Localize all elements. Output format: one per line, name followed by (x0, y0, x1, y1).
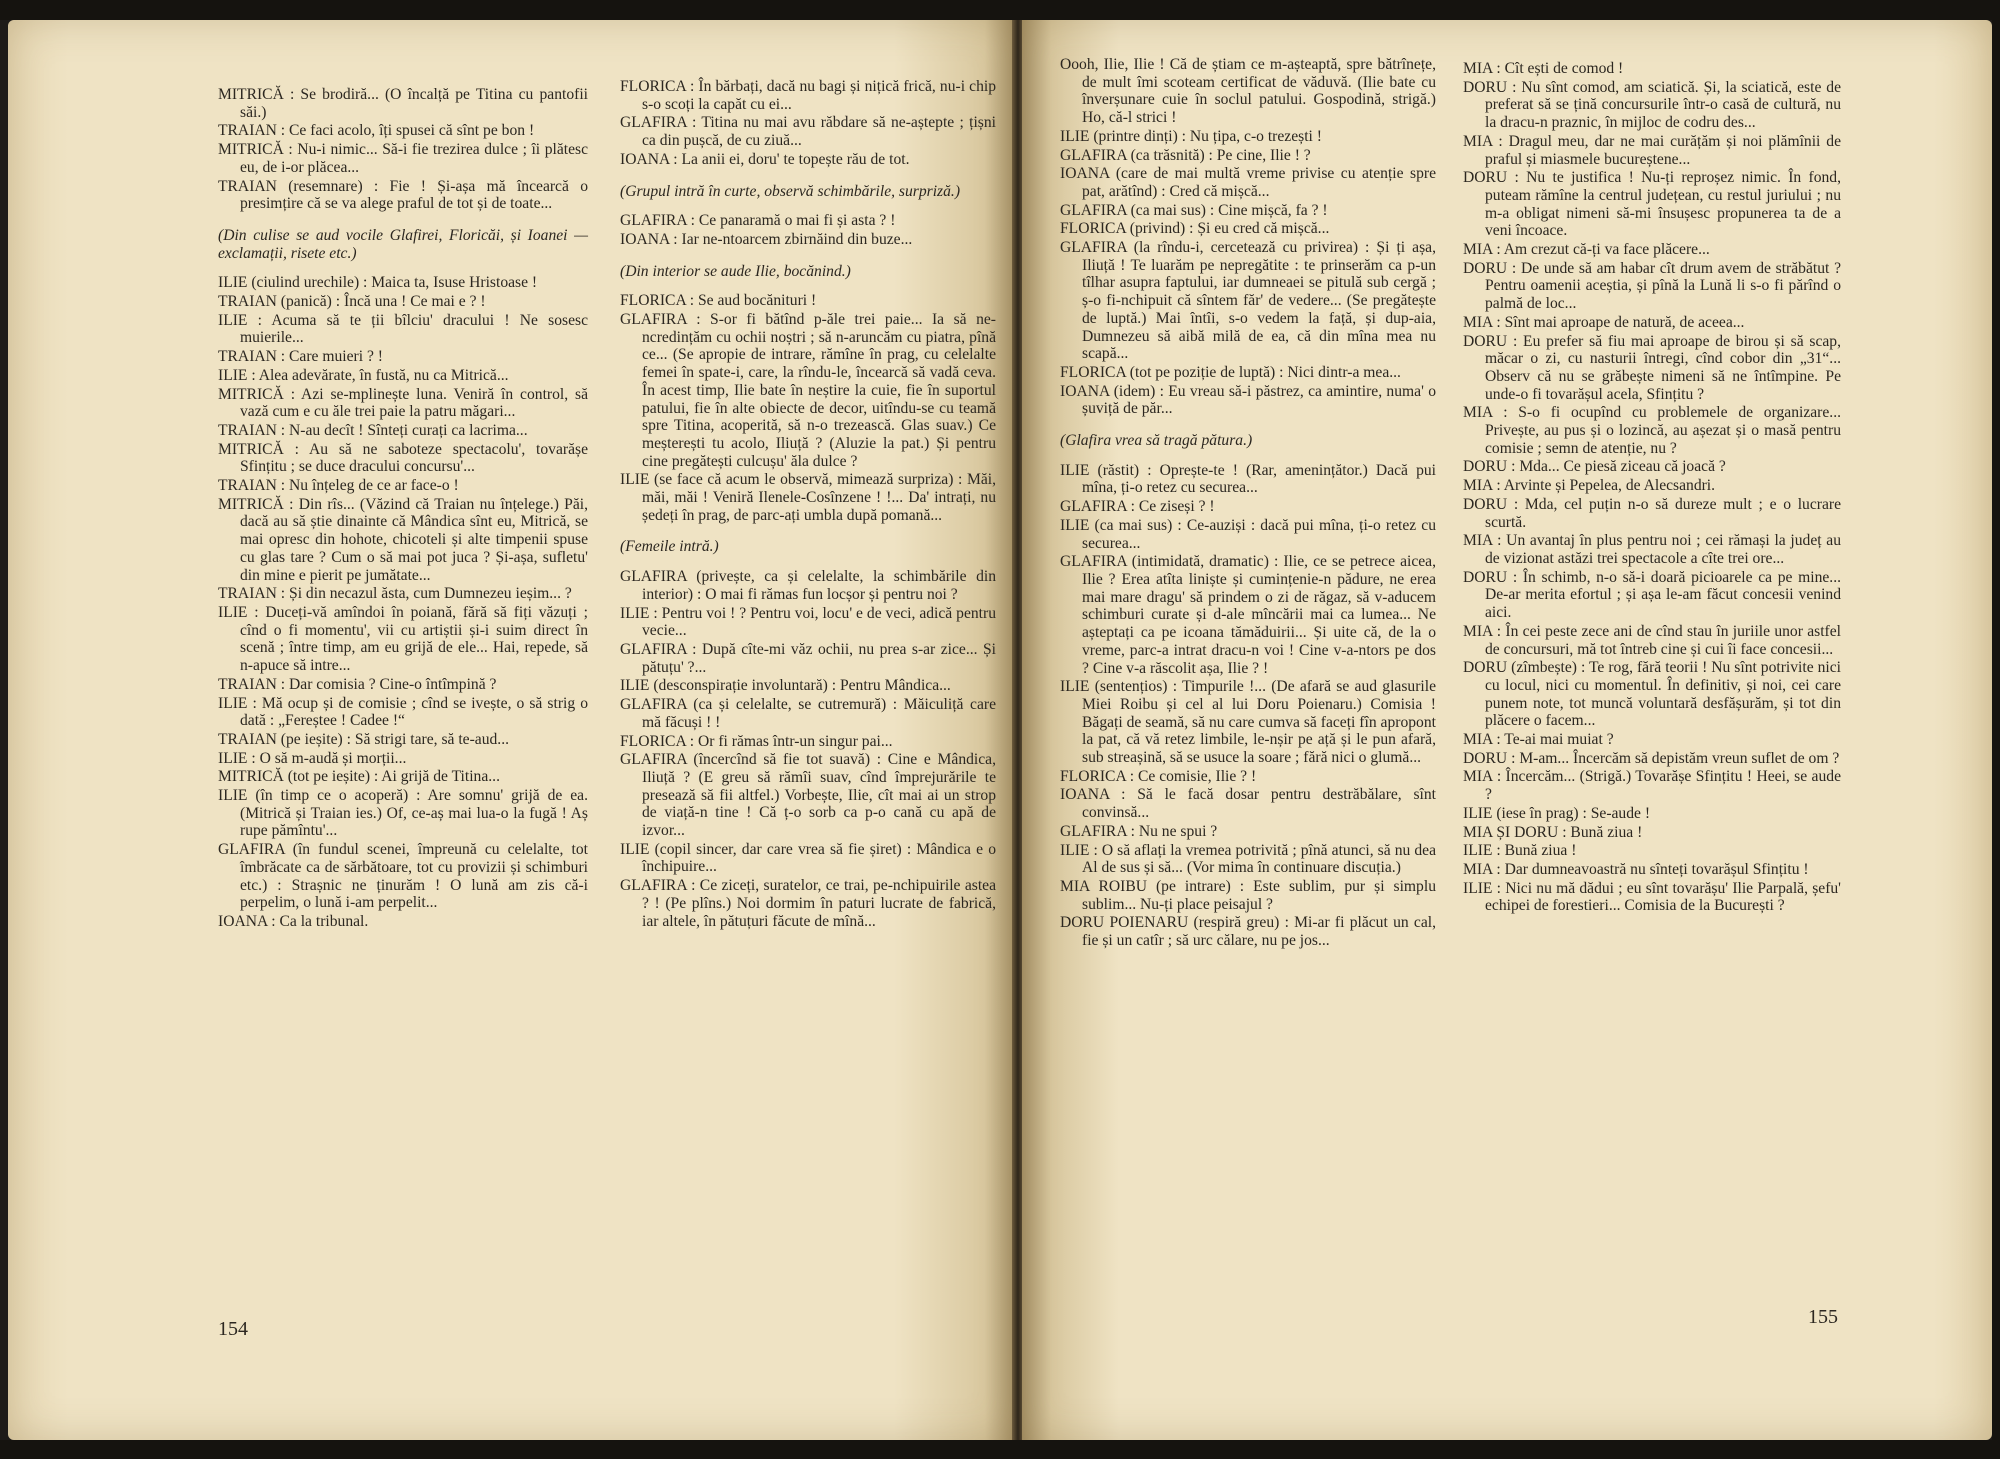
dialogue-line: ILIE : Alea adevărate, în fustă, nu ca Mitrică... (218, 366, 509, 384)
dialogue-line: DORU (zîmbește) : Te rog, fără teorii ! Nu sînt potrivite nici cu locul, nici cu momentul. În definitiv, și noi, cei care punem note, tot muncă voluntară desfășurăm, și tot din plăcere o facem... (1463, 659, 1841, 730)
left-column-2 (620, 78, 996, 931)
dialogue-line: TRAIAN (pe ieșite) : Să strigi tare, să te-aud... (218, 730, 509, 748)
dialogue-line: ILIE (ciulind urechile) : Maica ta, Isuse Hristoase ! (218, 274, 538, 292)
dialogue-line: (Grupul intră în curte, observă schimbările, surpriză.) (620, 182, 961, 200)
dialogue-line: FLORICA : Or fi rămas într-un singur pai... (620, 732, 893, 750)
dialogue-line: GLAFIRA (în fundul scenei, împreună cu celelalte, tot îmbrăcate ca de sărbătoare, tot cu provizii și schimburi etc.) : Strașnic ne ținurăm ! O lună am zis că-i perpelim, o lună i-am perpelit... (218, 841, 588, 912)
dialogue-line: MITRICĂ : Se brodiră... (O încalță pe Titina cu pantofii săi.) (218, 86, 588, 121)
dialogue-line: MIA ȘI DORU : Bună ziua ! (1463, 823, 1643, 841)
dialogue-line: ILIE : Pentru voi ! ? Pentru voi, locu' e de veci, adică pentru vecie... (620, 604, 996, 640)
dialogue-line: ILIE (printre dinți) : Nu țipa, c-o trezești ! (1060, 127, 1322, 145)
dialogue-line: (Glafira vrea să tragă pătura.) (1060, 432, 1253, 450)
dialogue-line: ILIE : Mă ocup și de comisie ; cînd se ivește, o să strig o dată : „Fereștee ! Cadee !“ (218, 694, 588, 730)
dialogue-line: ILIE (copil sincer, dar care vrea să fie șiret) : Mândica e o închipuire... (620, 840, 996, 876)
dialogue-line: TRAIAN : Care muieri ? ! (218, 348, 383, 366)
dialogue-line: MIA : S-o fi ocupînd cu problemele de organizare... Privește, au pus și o lozincă, au așezat și o masă pentru comisie ; semn de atenție, nu ? (1463, 404, 1841, 457)
dialogue-line: ILIE (în timp ce o acoperă) : Are somnu' grijă de ea. (Mitrică și Traian ies.) Of, ce-aș mai lua-o la fugă ! Aș rupe pămîntu'... (218, 787, 588, 840)
dialogue-line: MIA : Dar dumneavoastră nu sînteți tovarășul Sfințitu ! (1463, 860, 1809, 878)
dialogue-line: MIA : Te-ai mai muiat ? (1463, 731, 1614, 749)
dialogue-line: ILIE (se face că acum le observă, mimează surpriza) : Măi, măi, măi ! Veniră Ilenele-Cosînzene ! !... Da' intrați, nu ședeți în prag, de parc-ați umbla după pomană... (620, 471, 996, 524)
scan-border-right (1992, 0, 2000, 1459)
dialogue-line: Oooh, Ilie, Ilie ! Că de știam ce m-așteaptă, spre bătrînețe, de mult îmi scoteam certificat de văduvă. (Ilie bate cu înverșunare cuie în soclul patului. Gospodină, strigă.) Ho, că-l strici ! (1060, 56, 1436, 127)
dialogue-line: DORU : În schimb, n-o să-i doară picioarele ca pe mine... De-ar merita efortul ; și așa le-am făcut concesii venind aici. (1463, 568, 1841, 622)
dialogue-line: GLAFIRA (la rîndu-i, cercetează cu privirea) : Și ți așa, Iliuță ! Te luarăm pe nepregătite : te prinserăm ca p-un tîlhar asupra faptului, iar dumneaei se pitulă sub cergă ; ș-o fi-nchipuit că sîntem făr' de vedere... (Se pregătește de luptă.) Mai întîi, s-o vedem la față, și dup-aia, Dumnezeu să aibă milă de ea, că din mîna mea nu scapă... (1060, 239, 1436, 363)
dialogue-line: MIA : Sînt mai aproape de natură, de aceea... (1463, 313, 1745, 331)
dialogue-line: GLAFIRA : Ce panaramă o mai fi și asta ? ! (620, 212, 896, 230)
dialogue-line: TRAIAN : Nu înțeleg de ce ar face-o ! (218, 477, 459, 495)
dialogue-line: FLORICA : Ce comisie, Ilie ? ! (1060, 767, 1257, 785)
dialogue-line: ILIE : Nici nu mă dădui ; eu sînt tovarășu' Ilie Parpală, șefu' echipei de forestieri... Comisia de la București ? (1463, 879, 1841, 915)
dialogue-line: MITRICĂ : Azi se-mplinește luna. Veniră în control, să vază cum e cu ăle trei paie la patru măgari... (218, 385, 588, 421)
dialogue-line: IOANA : Ca la tribunal. (218, 912, 369, 930)
dialogue-line: MITRICĂ : Din rîs... (Văzind că Traian nu înțelege.) Păi, dacă au să știe dinainte că Mândica sînt eu, Mitrică, se mai opresc din hohote, chicoteli și alte timpenii spuse cu glas tare ? Cum o să mai pot juca ? Și-așa, sufletu' din mine e pierit pe jumătate... (218, 495, 588, 584)
dialogue-line: GLAFIRA : Titina nu mai avu răbdare să ne-aștepte ; țișni ca din pușcă, de cu ziuă... (620, 114, 996, 150)
scan-border-bottom (0, 1440, 2000, 1459)
dialogue-line: TRAIAN : Ce faci acolo, îți spusei că sînt pe bon ! (218, 122, 535, 140)
dialogue-line: MIA : Am crezut că-ți va face plăcere... (1463, 241, 1710, 259)
dialogue-line: ILIE : O să m-audă și morții... (218, 749, 407, 767)
dialogue-line: TRAIAN (panică) : Încă una ! Ce mai e ? ! (218, 293, 486, 311)
dialogue-line: GLAFIRA : Ce ziseși ? ! (1060, 498, 1215, 516)
dialogue-line: ILIE (desconspirație involuntară) : Pentru Mândica... (620, 677, 951, 695)
left-column-1 (218, 86, 588, 932)
dialogue-line: GLAFIRA (ca trăsnită) : Pe cine, Ilie ! ? (1060, 146, 1311, 164)
dialogue-line: ILIE : Bună ziua ! (1463, 842, 1577, 860)
dialogue-line: ILIE (ca mai sus) : Ce-auziși : dacă pui mîna, ți-o retez cu securea... (1060, 516, 1436, 552)
dialogue-line: GLAFIRA : Ce ziceți, suratelor, ce trai, pe-nchipuirile astea ? ! (Pe plîns.) Noi dormim în paturi lucrate de fabrică, iar altele, în pătuțuri făcute de mînă... (620, 877, 996, 930)
page-number-left: 154 (218, 1318, 248, 1340)
dialogue-line: IOANA : Iar ne-ntoarcem zbirnăind din buze... (620, 230, 913, 248)
dialogue-line: GLAFIRA : S-or fi bătînd p-ăle trei paie... Ia să ne-ncredințăm cu ochii noștri ; să n-aruncăm cu piatra, pînă ce... (Se apropie de intrare, rămîne în prag, cu celelalte femei în spate-i, care, la rîndu-le, încearcă să vadă ceva. În acest timp, Ilie bate în neștire la cuie, fie în suportul patului, fie în alte obiecte de decor, uitîndu-se cu teamă spre Titina, acoperită, să n-o trezească. Glas suav.) Ce meșterești tu acolo, Iliuță ? (Aluzie la pat.) Și pentru cine pregătești culcușu' ăla dulce ? (620, 311, 996, 470)
dialogue-line: DORU : Mda, cel puțin n-o să dureze mult ; e o lucrare scurtă. (1463, 495, 1841, 531)
dialogue-line: DORU : De unde să am habar cît drum avem de străbătut ? Pentru oamenii aceștia, și pînă la Lună li s-o fi părînd o palmă de loc... (1463, 259, 1841, 313)
dialogue-line: TRAIAN : N-au decît ! Sînteți curați ca lacrima... (218, 421, 528, 439)
dialogue-line: TRAIAN (resemnare) : Fie ! Și-așa mă încearcă o presimțire că se va alege praful de tot și de toate... (218, 177, 588, 213)
dialogue-line: MITRICĂ : Au să ne saboteze spectacolu', tovarășe Sfințitu ; se duce dracului concursu'... (218, 440, 588, 476)
dialogue-line: TRAIAN : Dar comisia ? Cine-o întîmpină ? (218, 675, 497, 693)
dialogue-line: (Femeile intră.) (620, 538, 719, 556)
dialogue-line: IOANA : Să le facă dosar pentru destrăbălare, sînt convinsă... (1060, 786, 1436, 822)
dialogue-line: IOANA (idem) : Eu vreau să-i păstrez, ca amintire, numa' o șuviță de păr... (1060, 382, 1436, 418)
dialogue-line: DORU POIENARU (respiră greu) : Mi-ar fi plăcut un cal, fie și un catîr ; să urc călare, nu pe jos... (1060, 914, 1436, 950)
dialogue-line: ILIE (răstit) : Oprește-te ! (Rar, amenințător.) Dacă pui mîna, ți-o retez cu securea... (1060, 461, 1436, 497)
dialogue-line: MIA : Încercăm... (Strigă.) Tovarășe Sfințitu ! Heei, se aude ? (1463, 768, 1841, 804)
dialogue-line: IOANA (care de mai multă vreme privise cu atenție spre pat, arătînd) : Cred că mișcă... (1060, 165, 1436, 200)
dialogue-line: ILIE : O să aflați la vremea potrivită ; pînă atunci, să nu dea Al de sus și să... (Vor mima în continuare discuția.) (1060, 841, 1436, 877)
dialogue-line: IOANA : La anii ei, doru' te topește rău de tot. (620, 150, 910, 168)
dialogue-line: FLORICA : Se aud bocănituri ! (620, 292, 817, 310)
dialogue-line: (Din culise se aud vocile Glafirei, Floricăi, și Ioanei — exclamații, risete etc.) (218, 226, 588, 262)
dialogue-line: FLORICA (privind) : Și eu cred că mișcă... (1060, 220, 1330, 238)
dialogue-line: DORU : Nu sînt comod, am sciatică. Și, la sciatică, este de preferat să se țină concursurile într-o casă de cultură, nu la dracu-n praznic, în mijloc de codru des... (1463, 78, 1841, 132)
dialogue-line: ILIE : Duceți-vă amîndoi în poiană, fără să fiți văzuți ; cînd o fi momentu', vii cu artiștii și-i suim direct în scenă ; între timp, am eu grijă de ele... Hai, repede, să n-apuce să intre... (218, 603, 588, 675)
right-column-1 (1060, 56, 1436, 951)
right-column-2 (1463, 60, 1841, 916)
dialogue-line: MIA : Cît ești de comod ! (1463, 60, 1624, 77)
dialogue-line: DORU : Nu te justifica ! Nu-ți reproșez nimic. În fond, puteam rămîne la centrul județean, cu restul juriului ; nu m-a obligat nimeni să-mi însușesc propunerea ta de a veni încoace. (1463, 169, 1841, 240)
page-number-right: 155 (1808, 1306, 1838, 1328)
dialogue-line: (Din interior se aude Ilie, bocănind.) (620, 262, 851, 280)
dialogue-line: GLAFIRA (ca și celelalte, se cutremură) : Măiculiță care mă făcuși ! ! (620, 696, 996, 731)
dialogue-line: MIA : Arvinte și Pepelea, de Alecsandri. (1463, 477, 1716, 495)
dialogue-line: FLORICA (tot pe poziție de luptă) : Nici dintr-a mea... (1060, 363, 1401, 381)
dialogue-line: ILIE (sentențios) : Timpurile !... (De afară se aud glasurile Miei Roibu și cel al lui Doru Poienaru.) Comisia ! Băgați de seamă, să nu care cumva să faceți fîn apropont la pat, că vă retez limbile, le-nșir pe ață și le pun afară, sub streașină, să se usuce la soare ; fără nici o glumă... (1060, 678, 1436, 767)
dialogue-line: MITRICĂ : Nu-i nimic... Să-i fie trezirea dulce ; îi plătesc eu, de i-or plăcea... (218, 141, 588, 176)
dialogue-line: FLORICA : În bărbați, dacă nu bagi și nițică frică, nu-i chip s-o scoți la capăt cu ei... (620, 78, 996, 113)
dialogue-line: ILIE : Acuma să te ții bîlciu' dracului ! Ne sosesc muierile... (218, 311, 588, 347)
dialogue-line: GLAFIRA (ca mai sus) : Cine mișcă, fa ? ! (1060, 201, 1328, 219)
dialogue-line: MIA : Dragul meu, dar ne mai curățăm și noi plămînii de praful și miasmele bucureștene... (1463, 132, 1841, 168)
dialogue-line: ILIE (iese în prag) : Se-aude ! (1463, 804, 1651, 822)
scan-border-top (0, 0, 2000, 20)
dialogue-line: DORU : Mda... Ce piesă ziceau că joacă ? (1463, 458, 1726, 476)
dialogue-line: MIA ROIBU (pe intrare) : Este sublim, pur și simplu sublim... Nu-ți place peisajul ? (1060, 877, 1436, 913)
dialogue-line: GLAFIRA (intimidată, dramatic) : Ilie, ce se petrece aicea, Ilie ? Erea atîta liniște și cumințenie-n pădure, ne erea mai mare dragu' să prindem o zi de răgaz, să v-aducem schimburi curate și d-ale mîncării mai ca lumea... Ne așteptați ca pe icoana tămăduirii... Și uite că, de la o vreme, parc-a intrat dracu-n voi ! Cine v-a-ntors pe dos ? Cine v-a răscolit așa, Ilie ? ! (1060, 553, 1436, 677)
dialogue-line: GLAFIRA (privește, ca și celelalte, la schimbările din interior) : O mai fi rămas fun locșor și pentru noi ? (620, 568, 996, 603)
dialogue-line: GLAFIRA (încercînd să fie tot suavă) : Cine e Mândica, Iliuță ? (E greu să rămîi suav, cînd împrejurările te presează să fii altfel.) Vorbește, Ilie, cît mai ai un strop de viață-n tine ! Că ț-o sorb ca p-o cană cu apă de izvor... (620, 751, 996, 840)
dialogue-line: MITRICĂ (tot pe ieșite) : Ai grijă de Titina... (218, 768, 500, 786)
dialogue-line: DORU : Eu prefer să fiu mai aproape de birou și să scap, măcar o zi, cu nasturii întregi, cînd cobor din „31“... Observ că nu se grăbește nimeni să ne întîmpine. Pe unde-o fi tovarășul acela, Sfințitu ? (1463, 332, 1841, 403)
dialogue-line: GLAFIRA : După cîte-mi văz ochii, nu prea s-ar zice... Și pătuțu' ?... (620, 640, 996, 676)
dialogue-line: GLAFIRA : Nu ne spui ? (1060, 822, 1218, 840)
dialogue-line: TRAIAN : Și din necazul ăsta, cum Dumnezeu ieșim... ? (218, 585, 572, 603)
dialogue-line: DORU : M-am... Încercăm să depistăm vreun suflet de om ? (1463, 749, 1840, 767)
dialogue-line: MIA : În cei peste zece ani de cînd stau în juriile unor astfel de concursuri, mă tot întreb cine și cui îi face concesii... (1463, 622, 1841, 658)
dialogue-line: MIA : Un avantaj în plus pentru noi ; cei rămași la județ au de vizionat astăzi trei spectacole a cîte trei ore... (1463, 532, 1841, 567)
